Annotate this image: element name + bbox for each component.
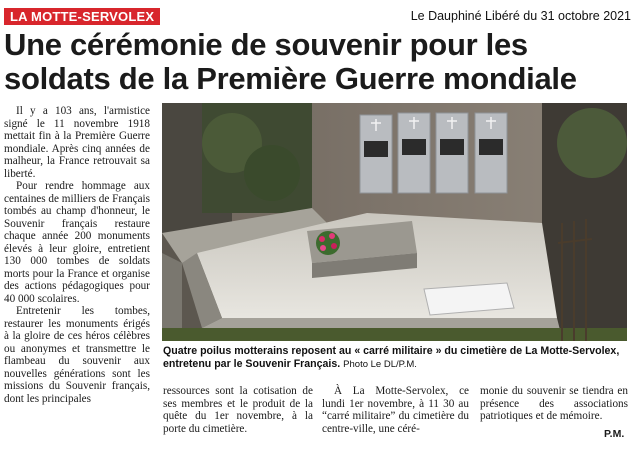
section-tag: LA MOTTE-SERVOLEX (4, 8, 160, 25)
paragraph-2: Pour rendre hommage aux centaines de milliers de Français tombés au champ d'honneur, le Souvenir français restaure chaque année 200 monuments élevés à leur gloire, entretient 130 000 tombes de soldats morts pour la France et organise des actions pédagogiques pour 40 000 scolaires. (4, 180, 151, 305)
cemetery-photo (162, 103, 627, 341)
article-column-left (4, 105, 150, 405)
paragraph-1: Il y a 103 ans, l'armistice signé le 11 novembre 1918 mettait fin à la Première Guerre mondiale. Après cinq années de malheur, la France retrouvait sa liberté. (4, 105, 150, 180)
caption-text: Quatre poilus motterains reposent au « carré militaire » du cimetière de La Motte-Servolex, entretenu par le Souvenir Français. (163, 345, 620, 370)
source-line: Le Dauphiné Libéré du 31 octobre 2021 (410, 9, 631, 23)
cemetery-photo-image (162, 103, 627, 341)
column-4-text: monie du souvenir se tiendra en présence des associations patriotiques et de mémoire. (480, 385, 628, 422)
photo-credit: Photo Le DL/P.M. (343, 359, 417, 370)
photo-caption (163, 345, 628, 371)
article-column-2 (163, 385, 313, 435)
column-3-text: À La Motte-Servolex, ce lundi 1er novembre, à 11 30 au “carré militaire” du cimetière du centre-ville, une céré- (322, 385, 469, 435)
author-signature: P.M. (604, 428, 625, 440)
article-headline: Une cérémonie de souvenir pour les soldats de la Première Guerre mondiale (4, 27, 577, 96)
column-2-text: ressources sont la cotisation de ses membres et le produit de la quête du 1er novembre, à la porte du cimetière. (163, 385, 313, 435)
article-column-4 (480, 385, 628, 423)
article-column-3 (322, 385, 469, 435)
paragraph-3: Entretenir les tombes, restaurer les monuments érigés à la gloire de ces héros célèbres ou anonymes et transmettre le flambeau du souvenir aux nouvelles générations sont les missions du Souvenir français, dont les principales (4, 305, 150, 405)
